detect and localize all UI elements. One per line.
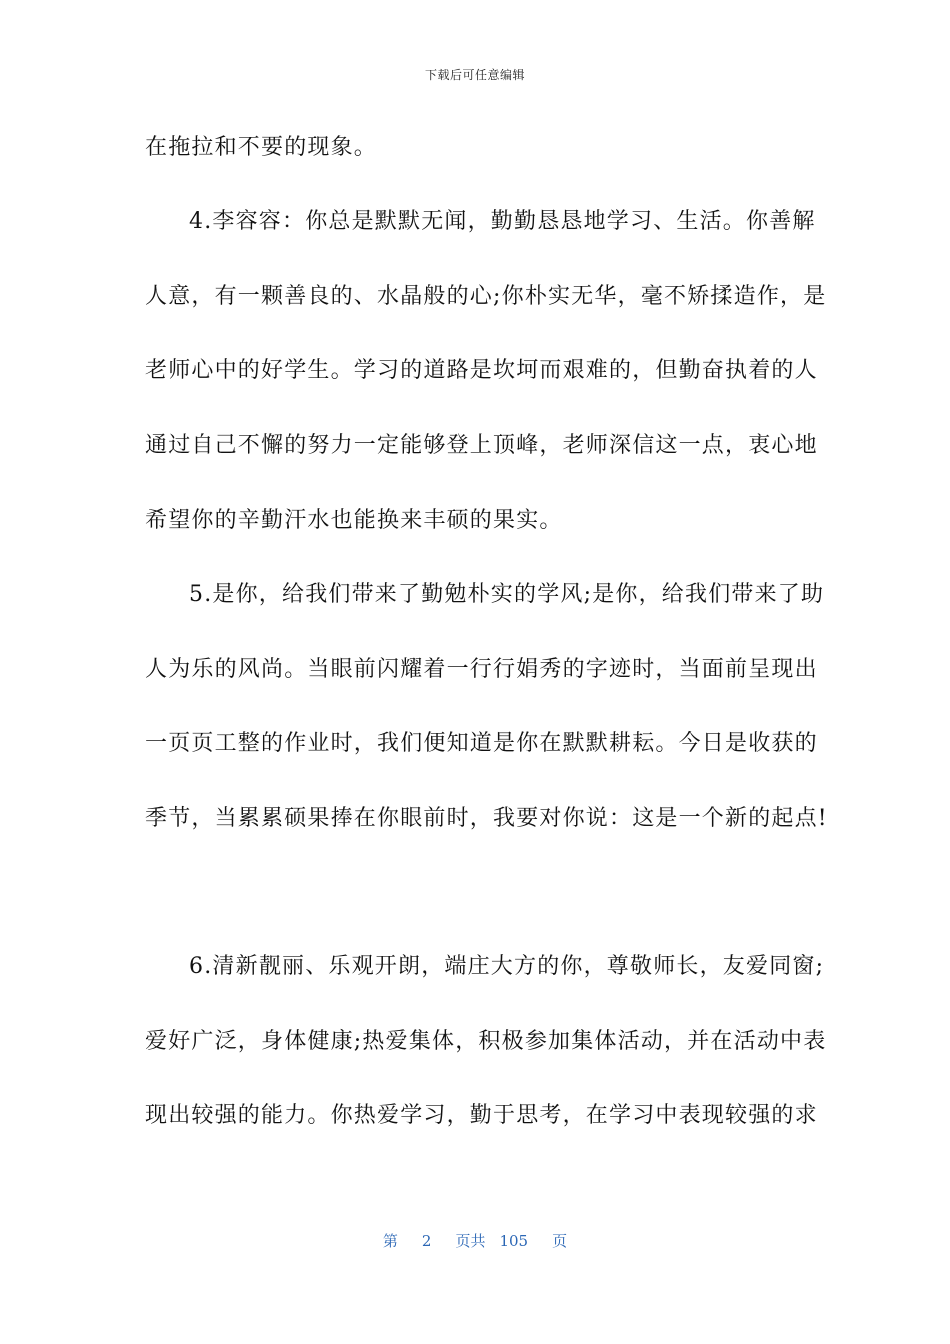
text-line-10: 季节，当累累硕果捧在你眼前时，我要对你说：这是一个新的起点! [145, 806, 828, 831]
text-line-11: 6.清新靓丽、乐观开朗，端庄大方的你，尊敬师长，友爱同窗; [189, 954, 825, 979]
footer-suffix: 页 [552, 1232, 568, 1250]
page-header: 下载后可任意编辑 [424, 68, 525, 82]
text-line-5: 通过自己不懈的努力一定能够登上顶峰，老师深信这一点，衷心地 [145, 433, 818, 458]
text-line-7: 5.是你，给我们带来了勤勉朴实的学风;是你，给我们带来了助 [189, 582, 825, 607]
footer-prefix: 第 [382, 1232, 398, 1250]
text-line-1: 在拖拉和不要的现象。 [145, 135, 378, 160]
footer-page-number: 2 [421, 1232, 432, 1250]
text-line-12: 爱好广泛，身体健康;热爱集体，积极参加集体活动，并在活动中表 [145, 1029, 827, 1054]
text-line-4: 老师心中的好学生。学习的道路是坎坷而艰难的，但勤奋执着的人 [145, 358, 818, 383]
footer-total-pages: 105 [499, 1232, 529, 1250]
page-footer [0, 1230, 950, 1251]
text-line-8: 人为乐的风尚。当眼前闪耀着一行行娟秀的字迹时，当面前呈现出 [145, 657, 818, 682]
text-line-3: 人意，有一颗善良的、水晶般的心;你朴实无华，毫不矫揉造作，是 [145, 284, 827, 309]
footer-middle: 页共 [455, 1232, 486, 1250]
text-line-9: 一页页工整的作业时，我们便知道是你在默默耕耘。今日是收获的 [145, 731, 818, 756]
text-line-13: 现出较强的能力。你热爱学习，勤于思考，在学习中表现较强的求 [145, 1103, 818, 1128]
text-line-6: 希望你的辛勤汗水也能换来丰硕的果实。 [145, 508, 563, 533]
text-line-2: 4.李容容：你总是默默无闻，勤勤恳恳地学习、生活。你善解 [189, 209, 816, 234]
